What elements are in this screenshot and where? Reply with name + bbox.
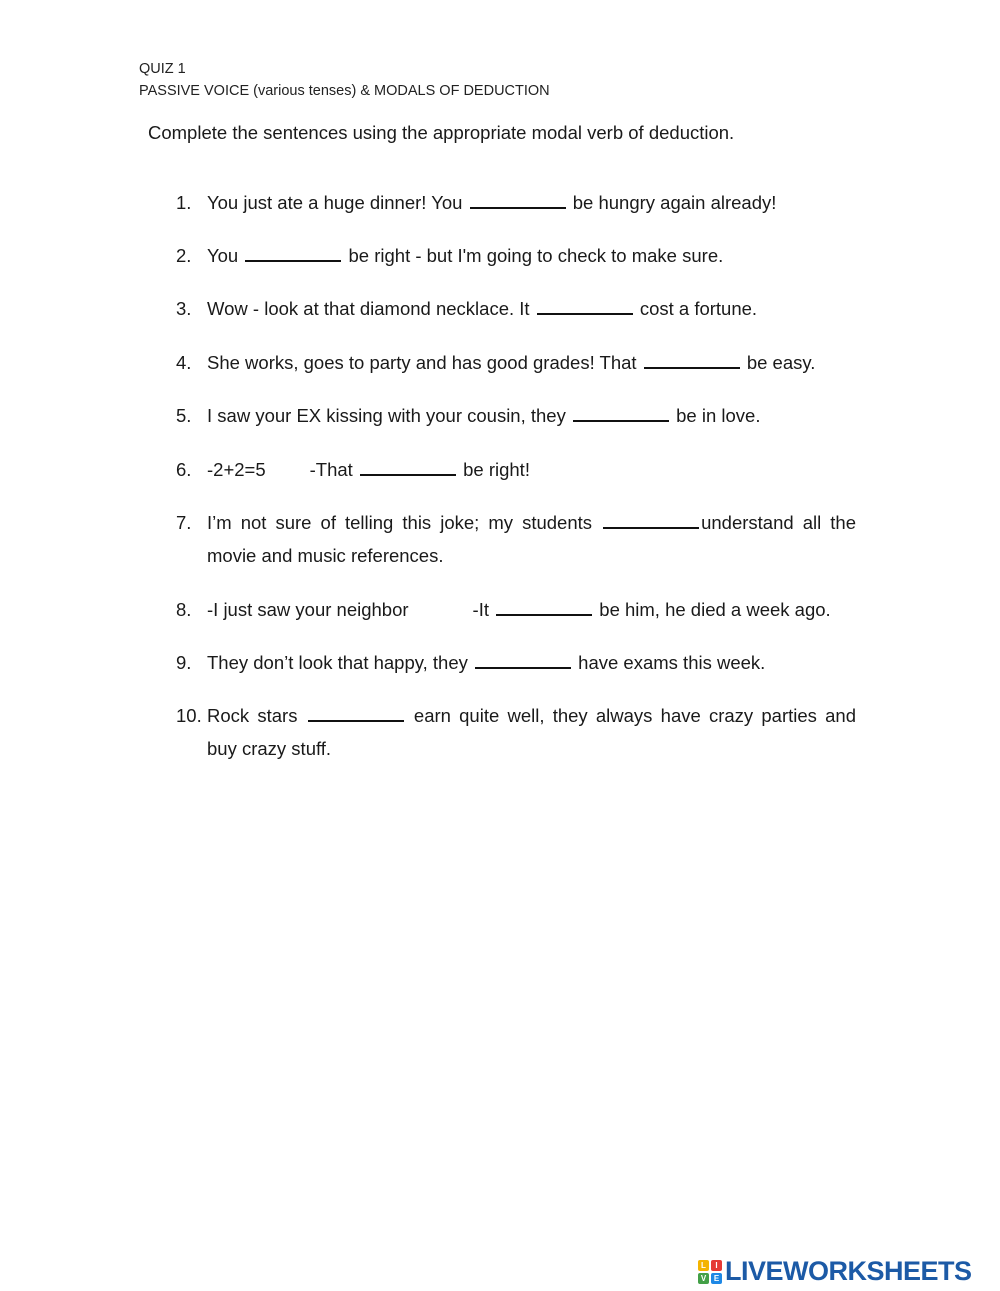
question-number: 8. <box>176 599 192 620</box>
question-number: 10. <box>176 705 202 726</box>
question-number: 1. <box>176 192 192 213</box>
quiz-subtitle: PASSIVE VOICE (various tenses) & MODALS OF DEDUCTION <box>139 83 550 99</box>
question-8 <box>176 593 856 626</box>
question-text-after: cost a fortune. <box>639 298 758 319</box>
liveworksheets-logo <box>698 1256 972 1287</box>
question-10 <box>176 699 856 765</box>
question-text-after: be hungry again already! <box>572 192 777 213</box>
question-text-before: I saw your EX kissing with your cousin, they <box>207 405 566 426</box>
logo-cube: E <box>711 1273 722 1284</box>
question-9 <box>176 646 856 679</box>
question-text-before: They don’t look that happy, they <box>207 652 468 673</box>
question-text-before: Wow - look at that diamond necklace. It <box>207 298 530 319</box>
question-number: 7. <box>176 512 192 533</box>
question-7 <box>176 506 856 572</box>
question-text-before: She works, goes to party and has good grades! That <box>207 352 637 373</box>
question-text-mid: -That <box>309 459 353 480</box>
logo-cube: L <box>698 1260 709 1271</box>
question-text-after: be easy. <box>746 352 816 373</box>
question-text-before: -I just saw your neighbor <box>207 599 409 620</box>
question-text-after: be right - but I'm going to check to make sure. <box>348 245 724 266</box>
logo-cubes-icon <box>698 1260 722 1284</box>
question-text-before: Rock stars <box>207 705 298 726</box>
question-text-before: You <box>207 245 239 266</box>
answer-blank[interactable] <box>573 404 669 422</box>
question-1 <box>176 186 856 219</box>
question-4 <box>176 346 856 379</box>
question-text-before: I’m not sure of telling this joke; my students <box>207 512 593 533</box>
question-text-mid: -It <box>472 599 489 620</box>
question-5 <box>176 399 856 432</box>
question-number: 4. <box>176 352 192 373</box>
instructions: Complete the sentences using the appropriate modal verb of deduction. <box>148 122 735 143</box>
question-text-before: -2+2=5 <box>207 459 266 480</box>
answer-blank[interactable] <box>496 598 592 616</box>
question-text-before: You just ate a huge dinner! You <box>207 192 463 213</box>
question-text-after: be right! <box>463 459 530 480</box>
answer-blank[interactable] <box>308 704 404 722</box>
question-number: 9. <box>176 652 192 673</box>
logo-cube: I <box>711 1260 722 1271</box>
logo-text: LIVEWORKSHEETS <box>725 1256 972 1286</box>
answer-blank[interactable] <box>475 651 571 669</box>
answer-blank[interactable] <box>537 297 633 315</box>
logo-cube: V <box>698 1273 709 1284</box>
question-2 <box>176 239 856 272</box>
answer-blank[interactable] <box>644 351 740 369</box>
answer-blank[interactable] <box>470 191 566 209</box>
question-text-after: be him, he died a week ago. <box>599 599 831 620</box>
question-6 <box>176 453 856 486</box>
question-3 <box>176 292 856 325</box>
question-text-after: have exams this week. <box>578 652 766 673</box>
answer-blank[interactable] <box>245 244 341 262</box>
question-text-after: be in love. <box>676 405 761 426</box>
answer-blank[interactable] <box>360 458 456 476</box>
question-number: 2. <box>176 245 192 266</box>
question-number: 6. <box>176 459 192 480</box>
question-number: 3. <box>176 298 192 319</box>
quiz-title: QUIZ 1 <box>139 61 186 77</box>
answer-blank[interactable] <box>603 511 699 529</box>
question-text-after: understand all the movie and music references. <box>207 512 856 566</box>
question-text-after: earn quite well, they always have crazy parties and buy crazy stuff. <box>207 705 857 759</box>
document-header <box>139 58 550 102</box>
question-number: 5. <box>176 405 192 426</box>
